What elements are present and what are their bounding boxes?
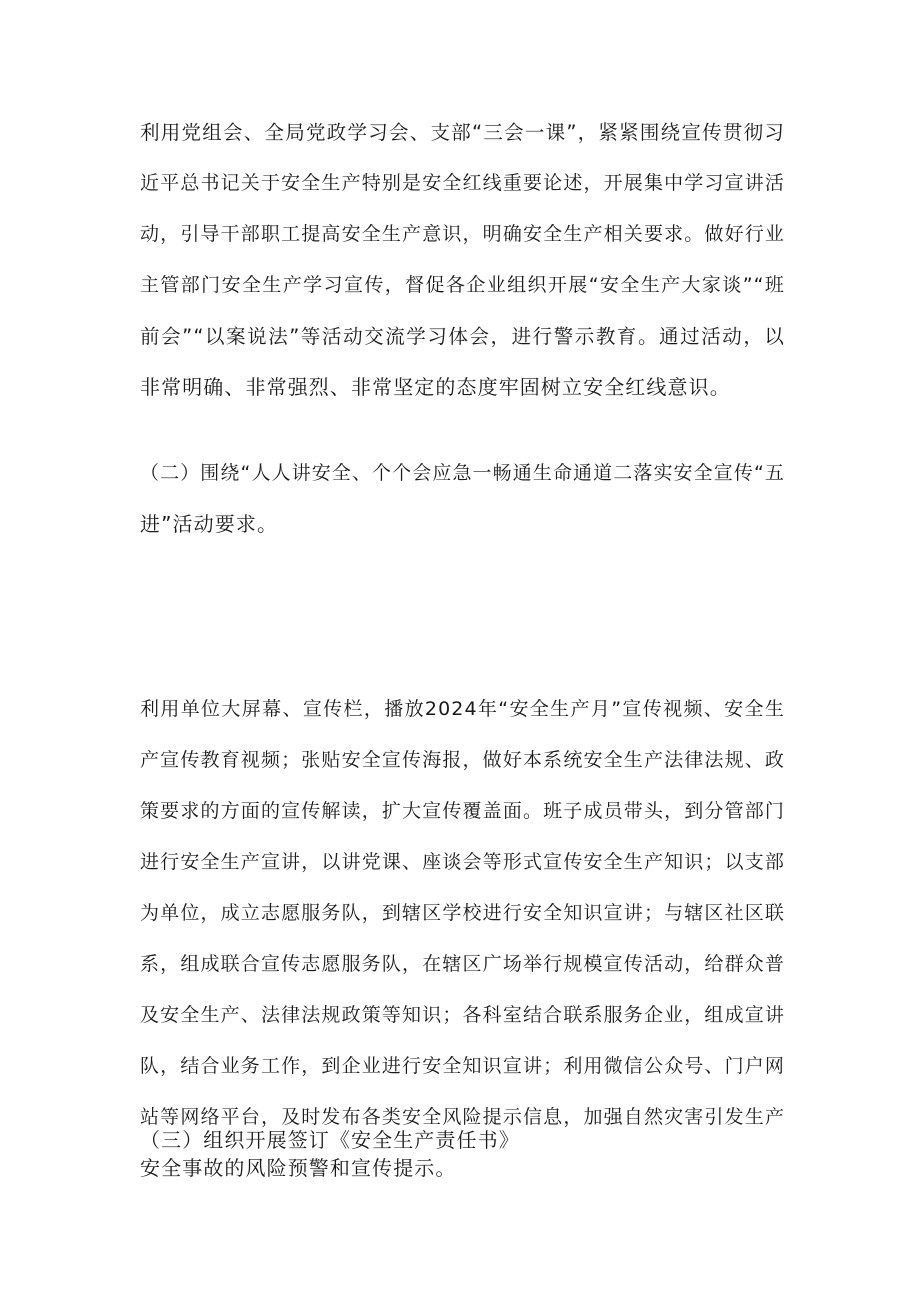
text-line: 为单位，成立志愿服务队，到辖区学校进行安全知识宣讲；与辖区社区联 xyxy=(140,902,785,924)
text-line: 安全事故的风险预警和宣传提示。 xyxy=(140,1156,457,1180)
text-line: 系，组成联合宣传志愿服务队，在辖区广场举行规模宣传活动，给群众普 xyxy=(140,953,785,975)
text-line: 及安全生产、法律法规政策等知识；各科室结合联系服务企业，组成宣讲 xyxy=(140,1004,785,1026)
text-line: 进”活动要求。 xyxy=(140,512,279,536)
text-line: 队，结合业务工作，到企业进行安全知识宣讲；利用微信公众号、门户网 xyxy=(140,1055,785,1077)
section-heading-two xyxy=(140,448,785,550)
text-line: 利用单位大屏幕、宣传栏，播放2024年“安全生产月”宣传视频、安全生 xyxy=(140,698,785,720)
text-line: 利用党组会、全局党政学习会、支部“三会一课”，紧紧围绕宣传贯彻习 xyxy=(140,121,785,144)
text-line: （三）组织开展签订《安全生产责任书》 xyxy=(140,1128,520,1152)
text-line: 动，引导干部职工提高安全生产意识，明确安全生产相关要求。做好行业 xyxy=(140,223,785,245)
text-line: 主管部门安全生产学习宣传，督促各企业组织开展“安全生产大家谈”“班 xyxy=(140,274,785,296)
section-heading-three xyxy=(140,1115,785,1166)
text-line: （二）围绕“人人讲安全、个个会应急一畅通生命通道二落实安全宣传“五 xyxy=(140,462,785,484)
text-line: 非常明确、非常强烈、非常坚定的态度牢固树立安全红线意识。 xyxy=(140,375,731,399)
text-line: 前会”“以案说法”等活动交流学习体会，进行警示教育。通过活动，以 xyxy=(140,325,785,348)
text-line: 策要求的方面的宣传解读，扩大宣传覆盖面。班子成员带头，到分管部门 xyxy=(140,800,785,822)
text-line: 站等网络平台，及时发布各类安全风险提示信息，加强自然灾害引发生产 xyxy=(140,1106,785,1128)
text-line: 近平总书记关于安全生产特别是安全红线重要论述，开展集中学习宣讲活 xyxy=(140,172,785,194)
paragraph-study-sessions xyxy=(140,107,785,413)
text-line: 进行安全生产宣讲，以讲党课、座谈会等形式宣传安全生产知识；以支部 xyxy=(140,851,785,873)
text-line: 产宣传教育视频；张贴安全宣传海报，做好本系统安全生产法律法规、政 xyxy=(140,749,785,771)
